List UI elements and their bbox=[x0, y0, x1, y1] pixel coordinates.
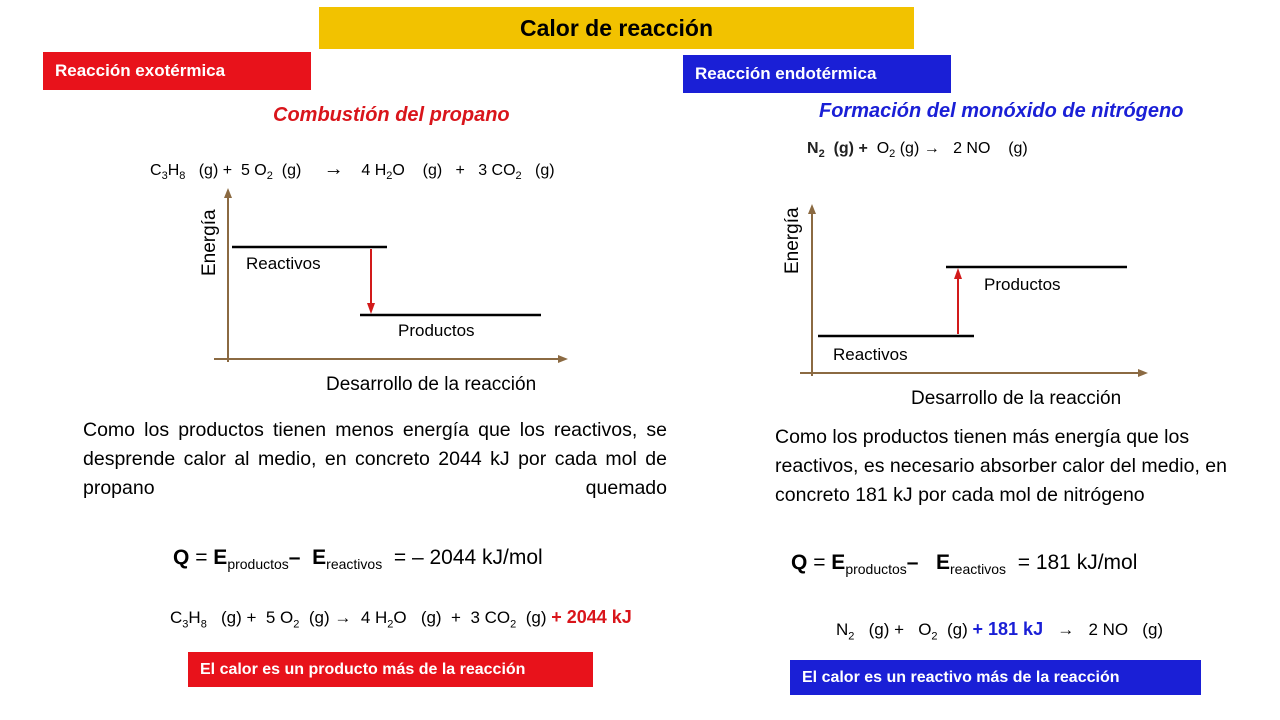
endothermic-explanation bbox=[775, 423, 1255, 510]
eq-text: O bbox=[393, 608, 407, 627]
eq-text: O bbox=[392, 162, 405, 179]
eq-text: = bbox=[195, 546, 208, 569]
eq-sub: 2 bbox=[387, 618, 394, 631]
exothermic-banner-text: El calor es un producto más de la reacción bbox=[200, 660, 526, 678]
eq-text: + bbox=[455, 162, 465, 179]
y-axis-arrowhead bbox=[808, 204, 816, 214]
energy-symbol: E bbox=[831, 551, 846, 574]
exothermic-equation bbox=[150, 158, 555, 182]
eq-text: N bbox=[807, 140, 819, 157]
endothermic-heat-equation bbox=[836, 619, 1163, 642]
eq-text: 4 H bbox=[361, 162, 387, 179]
heat-term: + 2044 kJ bbox=[551, 607, 632, 627]
reactants-label: Reactivos bbox=[246, 254, 321, 273]
arrow-symbol: → bbox=[323, 158, 344, 180]
eq-text: (g) + bbox=[868, 620, 905, 639]
q-result: = – 2044 kJ/mol bbox=[393, 546, 543, 569]
energy-change-arrowhead bbox=[367, 303, 375, 314]
eq-sub: 3 bbox=[182, 618, 189, 631]
eq-text: (g) bbox=[535, 162, 555, 179]
endothermic-subtitle bbox=[819, 100, 1183, 123]
y-axis-label: Energía bbox=[199, 209, 220, 276]
eq-text: (g) bbox=[525, 608, 547, 627]
q-sub: productos bbox=[845, 561, 907, 578]
eq-text: (g) bbox=[422, 162, 443, 179]
q-sub: reactivos bbox=[950, 561, 1007, 578]
q-symbol: Q bbox=[791, 551, 808, 574]
eq-sub: 2 bbox=[931, 630, 938, 643]
eq-text: 3 CO bbox=[478, 162, 516, 179]
arrow-symbol: → bbox=[1057, 620, 1075, 639]
endothermic-q-formula bbox=[791, 551, 1137, 577]
exothermic-q-formula bbox=[173, 546, 543, 572]
eq-text: H bbox=[188, 608, 201, 627]
x-axis-arrowhead bbox=[1138, 369, 1148, 377]
eq-text: (g) → bbox=[899, 140, 940, 157]
products-label: Productos bbox=[398, 321, 475, 340]
exothermic-energy-diagram bbox=[190, 186, 580, 396]
x-axis-label: Desarrollo de la reacción bbox=[326, 374, 537, 395]
minus-symbol: – bbox=[288, 546, 301, 569]
eq-text: (g) bbox=[1142, 620, 1164, 639]
eq-sub: 8 bbox=[200, 618, 207, 631]
endothermic-energy-diagram bbox=[772, 196, 1172, 412]
endothermic-equation bbox=[807, 140, 1028, 160]
eq-text: (g) + bbox=[220, 608, 257, 627]
exothermic-explanation bbox=[83, 416, 667, 503]
endothermic-explanation-text: Como los productos tienen más energía que los reactivos, es necesario absorber calor del medio, en concreto 181 kJ por cada mol de nitrógeno bbox=[775, 426, 1227, 506]
eq-sub: 2 bbox=[848, 630, 855, 643]
eq-text: 2 NO bbox=[953, 140, 991, 157]
eq-sub: 2 bbox=[293, 618, 300, 631]
eq-text: 5 O bbox=[240, 162, 267, 179]
page-title-text: Calor de reacción bbox=[519, 14, 714, 41]
q-result: = 181 kJ/mol bbox=[1017, 551, 1138, 574]
eq-text: C bbox=[170, 608, 183, 627]
eq-text: 3 CO bbox=[470, 608, 511, 627]
energy-change-arrowhead bbox=[954, 268, 962, 279]
heat-term: + 181 kJ bbox=[972, 619, 1044, 639]
eq-text: 5 O bbox=[265, 608, 294, 627]
exothermic-tag-label: Reacción exotérmica bbox=[55, 61, 226, 80]
eq-sub: 3 bbox=[161, 170, 168, 183]
y-axis-label: Energía bbox=[782, 207, 803, 274]
eq-text: 2 NO bbox=[1088, 620, 1129, 639]
page-title bbox=[319, 7, 914, 49]
eq-text: + bbox=[451, 608, 461, 627]
endothermic-tag bbox=[683, 55, 951, 93]
endothermic-banner-text: El calor es un reactivo más de la reacción bbox=[802, 668, 1120, 686]
endothermic-tag-label: Reacción endotérmica bbox=[695, 64, 877, 83]
q-sub: reactivos bbox=[326, 556, 383, 573]
eq-sub: 2 bbox=[818, 148, 825, 161]
x-axis-arrowhead bbox=[558, 355, 568, 363]
reactants-label: Reactivos bbox=[833, 345, 908, 364]
energy-symbol: E bbox=[213, 546, 228, 569]
eq-sub: 2 bbox=[889, 148, 896, 161]
products-label: Productos bbox=[984, 275, 1061, 294]
eq-text: N bbox=[836, 620, 849, 639]
exothermic-explanation-text: Como los productos tienen menos energía que los reactivos, se desprende calor al medio, en concreto 2044 kJ por cada mol de propano quemado bbox=[83, 419, 667, 499]
y-axis-arrowhead bbox=[224, 188, 232, 198]
eq-text: C bbox=[150, 162, 162, 179]
exothermic-tag bbox=[43, 52, 311, 90]
eq-text: (g) bbox=[420, 608, 442, 627]
energy-symbol: E bbox=[936, 551, 951, 574]
endothermic-banner bbox=[790, 660, 1201, 695]
eq-text: (g) bbox=[1008, 140, 1028, 157]
eq-text: = bbox=[813, 551, 826, 574]
exothermic-subtitle bbox=[273, 104, 510, 127]
eq-text: O bbox=[876, 140, 890, 157]
eq-sub: 8 bbox=[179, 170, 186, 183]
eq-text: (g) → bbox=[308, 608, 352, 627]
x-axis-label: Desarrollo de la reacción bbox=[911, 388, 1122, 409]
q-symbol: Q bbox=[173, 546, 190, 569]
eq-text: (g) bbox=[947, 620, 968, 639]
energy-symbol: E bbox=[312, 546, 327, 569]
eq-text: 4 H bbox=[360, 608, 388, 627]
eq-sub: 2 bbox=[515, 170, 522, 183]
q-sub: productos bbox=[227, 556, 289, 573]
eq-text: O bbox=[918, 620, 932, 639]
eq-sub: 2 bbox=[386, 170, 393, 183]
eq-text: H bbox=[167, 162, 180, 179]
exothermic-subtitle-text: Combustión del propano bbox=[273, 104, 510, 126]
exothermic-heat-equation bbox=[170, 607, 632, 630]
minus-symbol: – bbox=[906, 551, 919, 574]
eq-sub: 2 bbox=[510, 618, 517, 631]
eq-sub: 2 bbox=[266, 170, 273, 183]
eq-text: (g) bbox=[281, 162, 302, 179]
eq-text: (g) + bbox=[833, 140, 868, 157]
exothermic-banner bbox=[188, 652, 593, 687]
eq-text: (g) + bbox=[198, 162, 233, 179]
endothermic-subtitle-text: Formación del monóxido de nitrógeno bbox=[819, 100, 1184, 122]
